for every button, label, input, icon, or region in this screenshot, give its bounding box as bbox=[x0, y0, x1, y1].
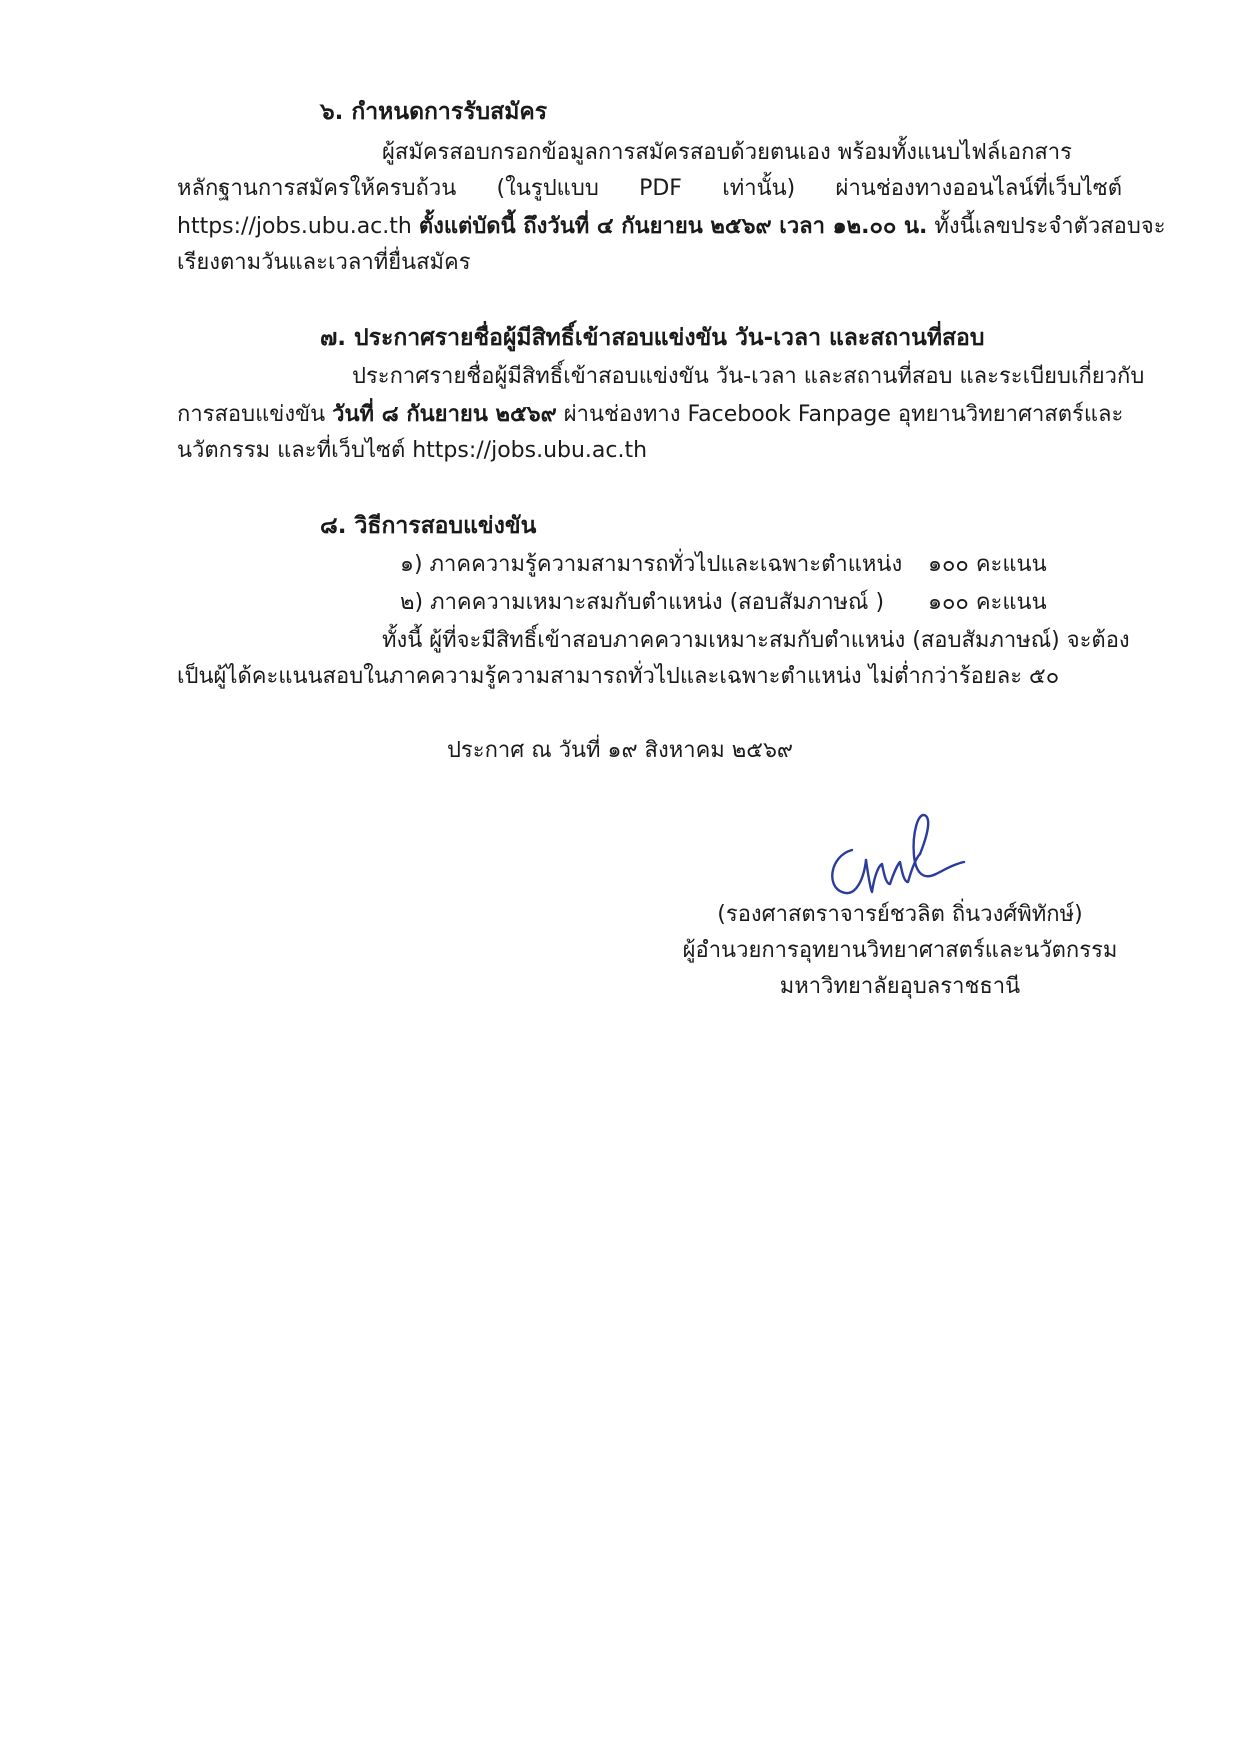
section-7-line-2 bbox=[177, 396, 1123, 431]
exam-item-2-label: ๒) ภาคความเหมาะสมกับตำแหน่ง (สอบสัมภาษณ์ ) bbox=[400, 590, 885, 615]
announcement-date: ประกาศ ณ วันที่ ๑๙ สิงหาคม ๒๕๖๙ bbox=[446, 738, 794, 763]
exam-item-1-label: ๑) ภาคความรู้ความสามารถทั่วไปและเฉพาะตำแหน่ง bbox=[400, 552, 903, 577]
signatory-name: (รองศาสตราจารย์ชวลิต ถิ่นวงศ์พิทักษ์) bbox=[717, 902, 1083, 927]
section-6-line-2: หลักฐานการสมัครให้ครบถ้วน (ในรูปแบบ PDF เท่านั้น) ผ่านช่องทางออนไลน์ที่เว็บไซต์ bbox=[177, 176, 1122, 201]
section-6-deadline: ตั้งแต่บัดนี้ ถึงวันที่ ๔ กันยายน ๒๕๖๙ เวลา ๑๒.๐๐ น. bbox=[418, 214, 928, 239]
section-7-date: วันที่ ๘ กันยายน ๒๕๖๙ bbox=[332, 402, 557, 427]
section-8-heading: ๘. วิธีการสอบแข่งขัน bbox=[320, 513, 537, 539]
section-6-url: https://jobs.ubu.ac.th bbox=[177, 214, 412, 239]
section-8-note-line-1: ทั้งนี้ ผู้ที่จะมีสิทธิ์เข้าสอบภาคความเหมาะสมกับตำแหน่ง (สอบสัมภาษณ์) จะต้อง bbox=[382, 628, 1130, 653]
section-6-line-1: ผู้สมัครสอบกรอกข้อมูลการสมัครสอบด้วยตนเอง พร้อมทั้งแนบไฟล์เอกสาร bbox=[382, 140, 1072, 165]
signatory-title: ผู้อำนวยการอุทยานวิทยาศาสตร์และนวัตกรรม bbox=[682, 938, 1118, 963]
signatory-organization: มหาวิทยาลัยอุบลราชธานี bbox=[779, 974, 1021, 999]
section-6-line-3 bbox=[177, 208, 1166, 243]
section-6-heading: ๖. กำหนดการรับสมัคร bbox=[320, 99, 548, 125]
section-7-line-3: นวัตกรรม และที่เว็บไซต์ https://jobs.ubu.ac.th bbox=[177, 438, 648, 463]
section-7-line-2-start: การสอบแข่งขัน bbox=[177, 402, 326, 427]
exam-item-1-score: ๑๐๐ คะแนน bbox=[928, 552, 1047, 577]
section-7-heading: ๗. ประกาศรายชื่อผู้มีสิทธิ์เข้าสอบแข่งขัน วัน-เวลา และสถานที่สอบ bbox=[320, 325, 985, 351]
section-7-line-2-rest: ผ่านช่องทาง Facebook Fanpage อุทยานวิทยาศาสตร์และ bbox=[563, 402, 1124, 427]
handwritten-signature bbox=[808, 808, 998, 908]
exam-item-2-score: ๑๐๐ คะแนน bbox=[928, 590, 1047, 615]
section-6-line-4: เรียงตามวันและเวลาที่ยื่นสมัคร bbox=[177, 250, 471, 275]
section-6-line-3-rest: ทั้งนี้เลขประจำตัวสอบจะ bbox=[934, 214, 1166, 239]
section-7-line-1: ประกาศรายชื่อผู้มีสิทธิ์เข้าสอบแข่งขัน วัน-เวลา และสถานที่สอบ และระเบียบเกี่ยวกับ bbox=[352, 364, 1145, 389]
section-8-note-line-2: เป็นผู้ได้คะแนนสอบในภาคความรู้ความสามารถทั่วไปและเฉพาะตำแหน่ง ไม่ต่ำกว่าร้อยละ ๕๐ bbox=[177, 664, 1060, 689]
